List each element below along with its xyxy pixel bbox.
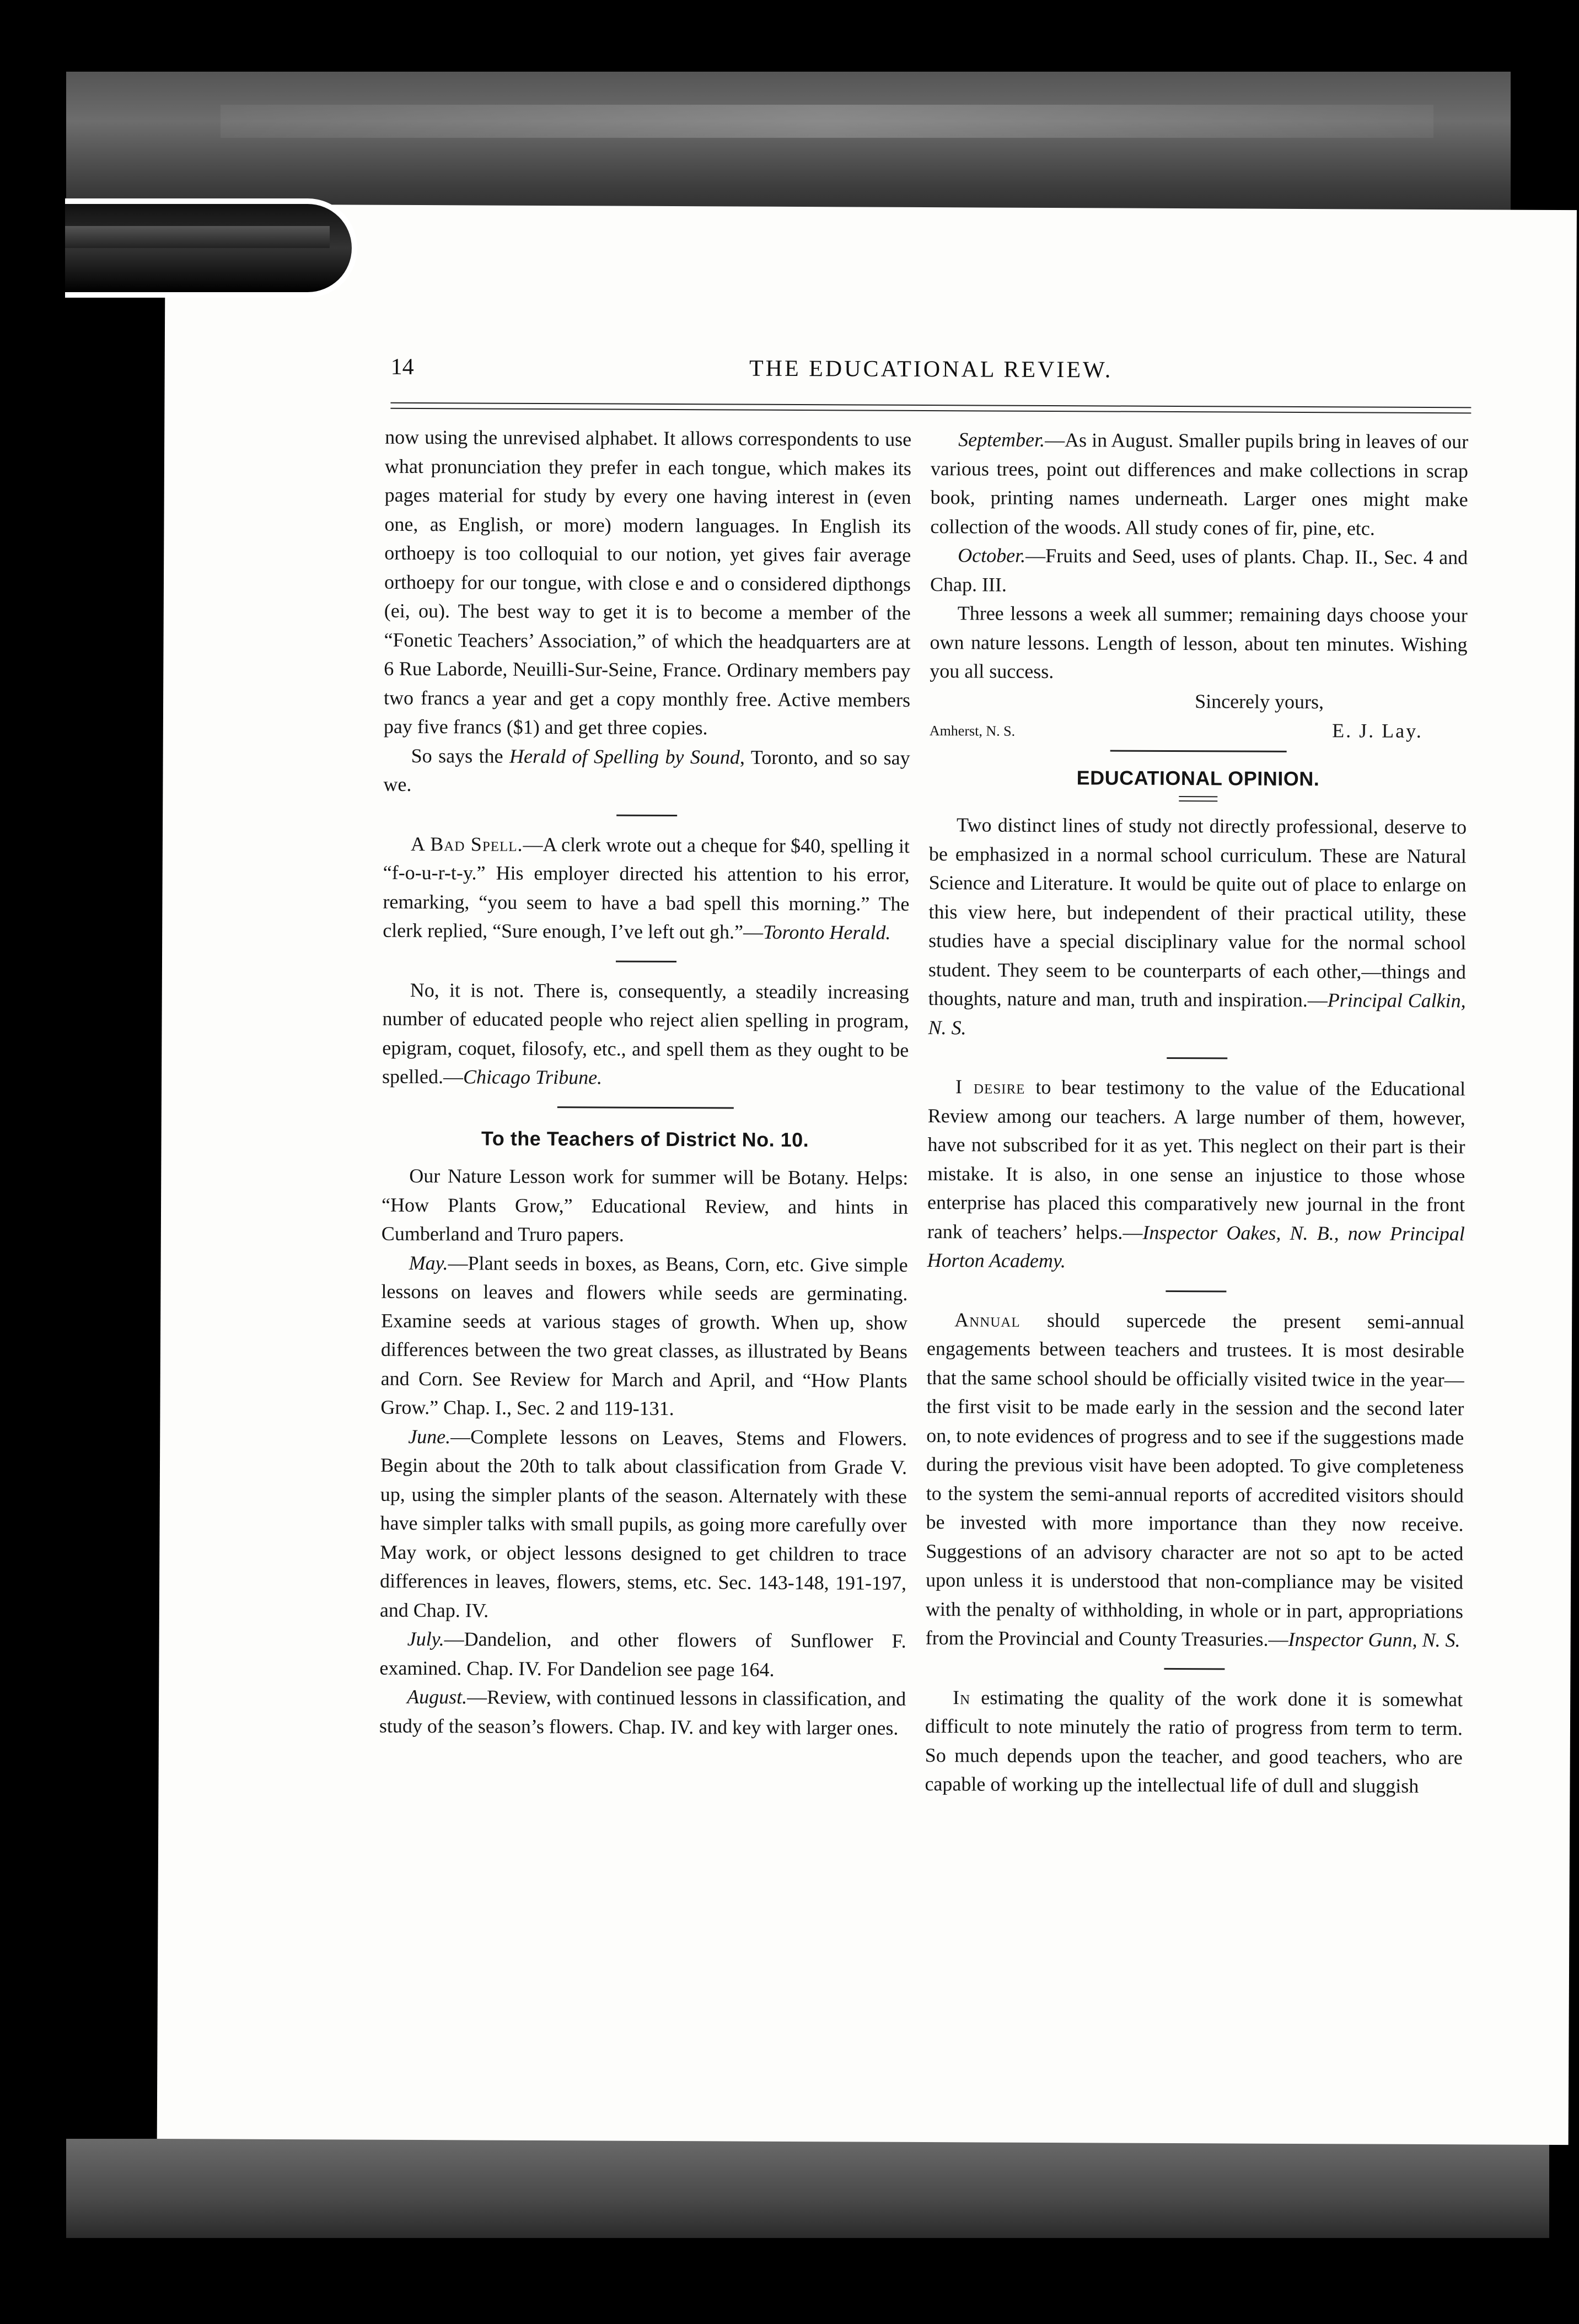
herald-text-end: , Toronto, and so say we. xyxy=(383,746,910,795)
header-rule xyxy=(390,402,1471,408)
bad-spell-source: Toronto Herald. xyxy=(762,921,891,944)
july-text: —Dandelion, and other flowers of Sunflower F. examined. Chap. IV. For Dandelion see page 164. xyxy=(379,1628,906,1681)
june-text: —Complete lessons on Leaves, Stems and Flowers. Begin about the 20th to talk about classification from Grade V. up, using the simpler plants of the season. Alternately with these have simpler talks with small pupils, as going more carefully over May work, or object lessons designed to get children to trace differences in leaves, flowers, stems, etc. Sec. 143-148, 191-197, and Chap. IV. xyxy=(379,1425,907,1622)
opinion-oakes xyxy=(927,1072,1466,1277)
june-paragraph xyxy=(380,1422,907,1627)
july-paragraph xyxy=(379,1624,906,1685)
oakes-text: to bear testimony to the value of the Educational Review among our teachers. A large number of them, however, have not subscribed for it as yet. This neglect on their part is their mistake. It is also, in one sense an injustice to those whose enterprise has placed this comparatively new journal in the front rank of teachers’ helps.— xyxy=(927,1075,1466,1244)
letter-place: Amherst, N. S. xyxy=(929,723,1016,739)
separator xyxy=(1164,1667,1224,1669)
september-label: September. xyxy=(958,428,1045,451)
tribune-text: No, it is not. There is, consequently, a steadily increasing number of educated people who reject alien spelling in program, epigram, coquet, filosofy, etc., and spell them as they ought to be spelled.— xyxy=(382,978,909,1088)
oakes-source: Inspector Oakes, N. B., now Principal Horton Academy. xyxy=(927,1221,1465,1272)
running-head xyxy=(165,353,1576,392)
estimating-text: estimating the quality of the work done it is somewhat difficult to note minutely the ratio of progress from term to term. So much depends upon the teacher, and good teachers, who are capable of working up the intellectual life of dull and sluggish xyxy=(925,1686,1463,1797)
herald-paragraph xyxy=(383,741,910,801)
district-intro: Our Nature Lesson work for summer will be Botany. Helps: “How Plants Grow,” Educational Review, and hints in Cumberland and Truro papers. xyxy=(381,1164,909,1246)
august-paragraph xyxy=(379,1682,906,1742)
may-paragraph xyxy=(380,1248,907,1424)
opinion-heading: EDUCATIONAL OPINION. xyxy=(1076,766,1320,790)
october-paragraph xyxy=(930,541,1468,601)
right-column xyxy=(925,425,1468,1801)
opinion-estimating xyxy=(925,1683,1463,1801)
heading-ornament xyxy=(1179,796,1217,801)
bad-spell-paragraph xyxy=(383,829,910,947)
calkin-text: Two distinct lines of study not directly professional, deserve to be emphasized in a normal school curriculum. These are Natural Science and Literature. It would be quite out of place to enlarge on this view here, but independent of their practical utility, these studies have a special disciplinary value for the normal school student. They seem to be counterparts of each other,—things and thoughts, nature and man, truth and inspiration.— xyxy=(928,814,1467,1012)
opinion-calkin xyxy=(928,810,1467,1044)
separator xyxy=(1110,750,1286,752)
district-heading: To the Teachers of District No. 10. xyxy=(481,1127,809,1151)
may-text: —Plant seeds in boxes, as Beans, Corn, etc. Give simple lessons on leaves and flowers while seeds are germinating. Examine seeds at various stages of growth. When up, show differences between the two great classes, as illustrated by Beans and Corn. See Review for March and April, and “How Plants Grow.” Chap. I., Sec. 2 and 119-131. xyxy=(380,1251,908,1420)
august-text: —Review, with continued lessons in classification, and study of the season’s flowers. Chap. IV. and key with larger ones. xyxy=(379,1686,906,1739)
separator xyxy=(1167,1057,1227,1059)
july-label: July. xyxy=(407,1627,444,1650)
header-rule-double xyxy=(390,408,1471,414)
separator xyxy=(616,960,676,962)
calkin-source: Principal Calkin, N. S. xyxy=(928,989,1466,1039)
oakes-lead: I desire xyxy=(955,1075,1025,1098)
june-label: June. xyxy=(408,1425,451,1448)
left-column xyxy=(379,423,911,1742)
estimating-lead: In xyxy=(953,1686,971,1708)
september-paragraph xyxy=(930,425,1468,543)
closing-paragraph: Three lessons a week all summer; remaining days choose your own nature lessons. Length of lesson, about ten minutes. Wishing you all success. xyxy=(930,602,1468,683)
closing-salutation: Sincerely yours, xyxy=(1195,690,1324,713)
herald-source: Herald of Spelling by Sound xyxy=(509,745,740,768)
opinion-gunn xyxy=(926,1305,1465,1655)
tribune-paragraph xyxy=(382,975,909,1093)
spelling-paragraph: now using the unrevised alphabet. It allows correspondents to use what pronunciation they prefer in each tongue, which makes its pages material for study by every one having interest in (even one, as English, or more) modern languages. In English its orthoepy is too colloquial to our notion, yet gives fair average orthoepy for our tongue, with close e and o considered dipthongs (ei, ou). The best way to get it is to become a member of the “Fonetic Teachers’ Association,” of which the headquarters are at 6 Rue Laborde, Neuilli-Sur-Seine, France. Ordinary members pay two francs a year and get a copy monthly free. Active members pay five francs ($1) and get three copies. xyxy=(383,426,912,739)
scan-border xyxy=(0,0,66,2324)
separator xyxy=(1166,1290,1226,1292)
letter-signature: E. J. Lay. xyxy=(1332,719,1423,742)
bad-spell-heading: A Bad Spell. xyxy=(410,832,523,856)
october-text: —Fruits and Seed, uses of plants. Chap. II., Sec. 4 and Chap. III. xyxy=(930,544,1468,596)
journal-title: THE EDUCATIONAL REVIEW. xyxy=(749,356,1113,383)
herald-text: So says the xyxy=(411,744,510,767)
gunn-source: Inspector Gunn, N. S. xyxy=(1288,1628,1460,1651)
tribune-source: Chicago Tribune. xyxy=(463,1066,603,1089)
scan-background-bottom xyxy=(66,2139,1549,2238)
gunn-lead: Annual xyxy=(954,1308,1021,1331)
signature-row xyxy=(930,714,1467,748)
separator xyxy=(557,1106,733,1109)
binder-clip xyxy=(65,198,357,298)
page-number: 14 xyxy=(390,354,414,380)
journal-page xyxy=(157,204,1577,2145)
may-label: May. xyxy=(409,1251,448,1274)
october-label: October. xyxy=(958,544,1026,567)
bad-spell-text: —A clerk wrote out a cheque for $40, spelling it “f-o-u-r-t-y.” His employer directed his attention to his error, remarking, “you seem to have a bad spell this morning.” The clerk replied, “Sure enough, I’ve left out gh.”— xyxy=(383,833,910,943)
september-text: —As in August. Smaller pupils bring in leaves of our various trees, point out differences and make collections in scrap book, printing names underneath. Larger ones might make collection of the woods. All study cones of fir, pine, etc. xyxy=(930,428,1469,540)
august-label: August. xyxy=(407,1685,468,1708)
separator xyxy=(616,814,677,816)
gunn-text: should supercede the present semi-annual engagements between teachers and trustees. It is most desirable that the same school should be officially visited twice in the year—the first visit to be made early in the session and the second later on, to note evidences of progress and to see if the suggestions made during the previous visit have been adopted. To give completeness to the system the semi-annual reports of accredited visitors should be invested with more importance than they now receive. Suggestions of an advisory character are not so apt to be acted upon unless it is understood that non-compliance may be visited with the penalty of withholding, in whole or in part, appropriations from the Provincial and County Treasuries.— xyxy=(925,1309,1465,1650)
